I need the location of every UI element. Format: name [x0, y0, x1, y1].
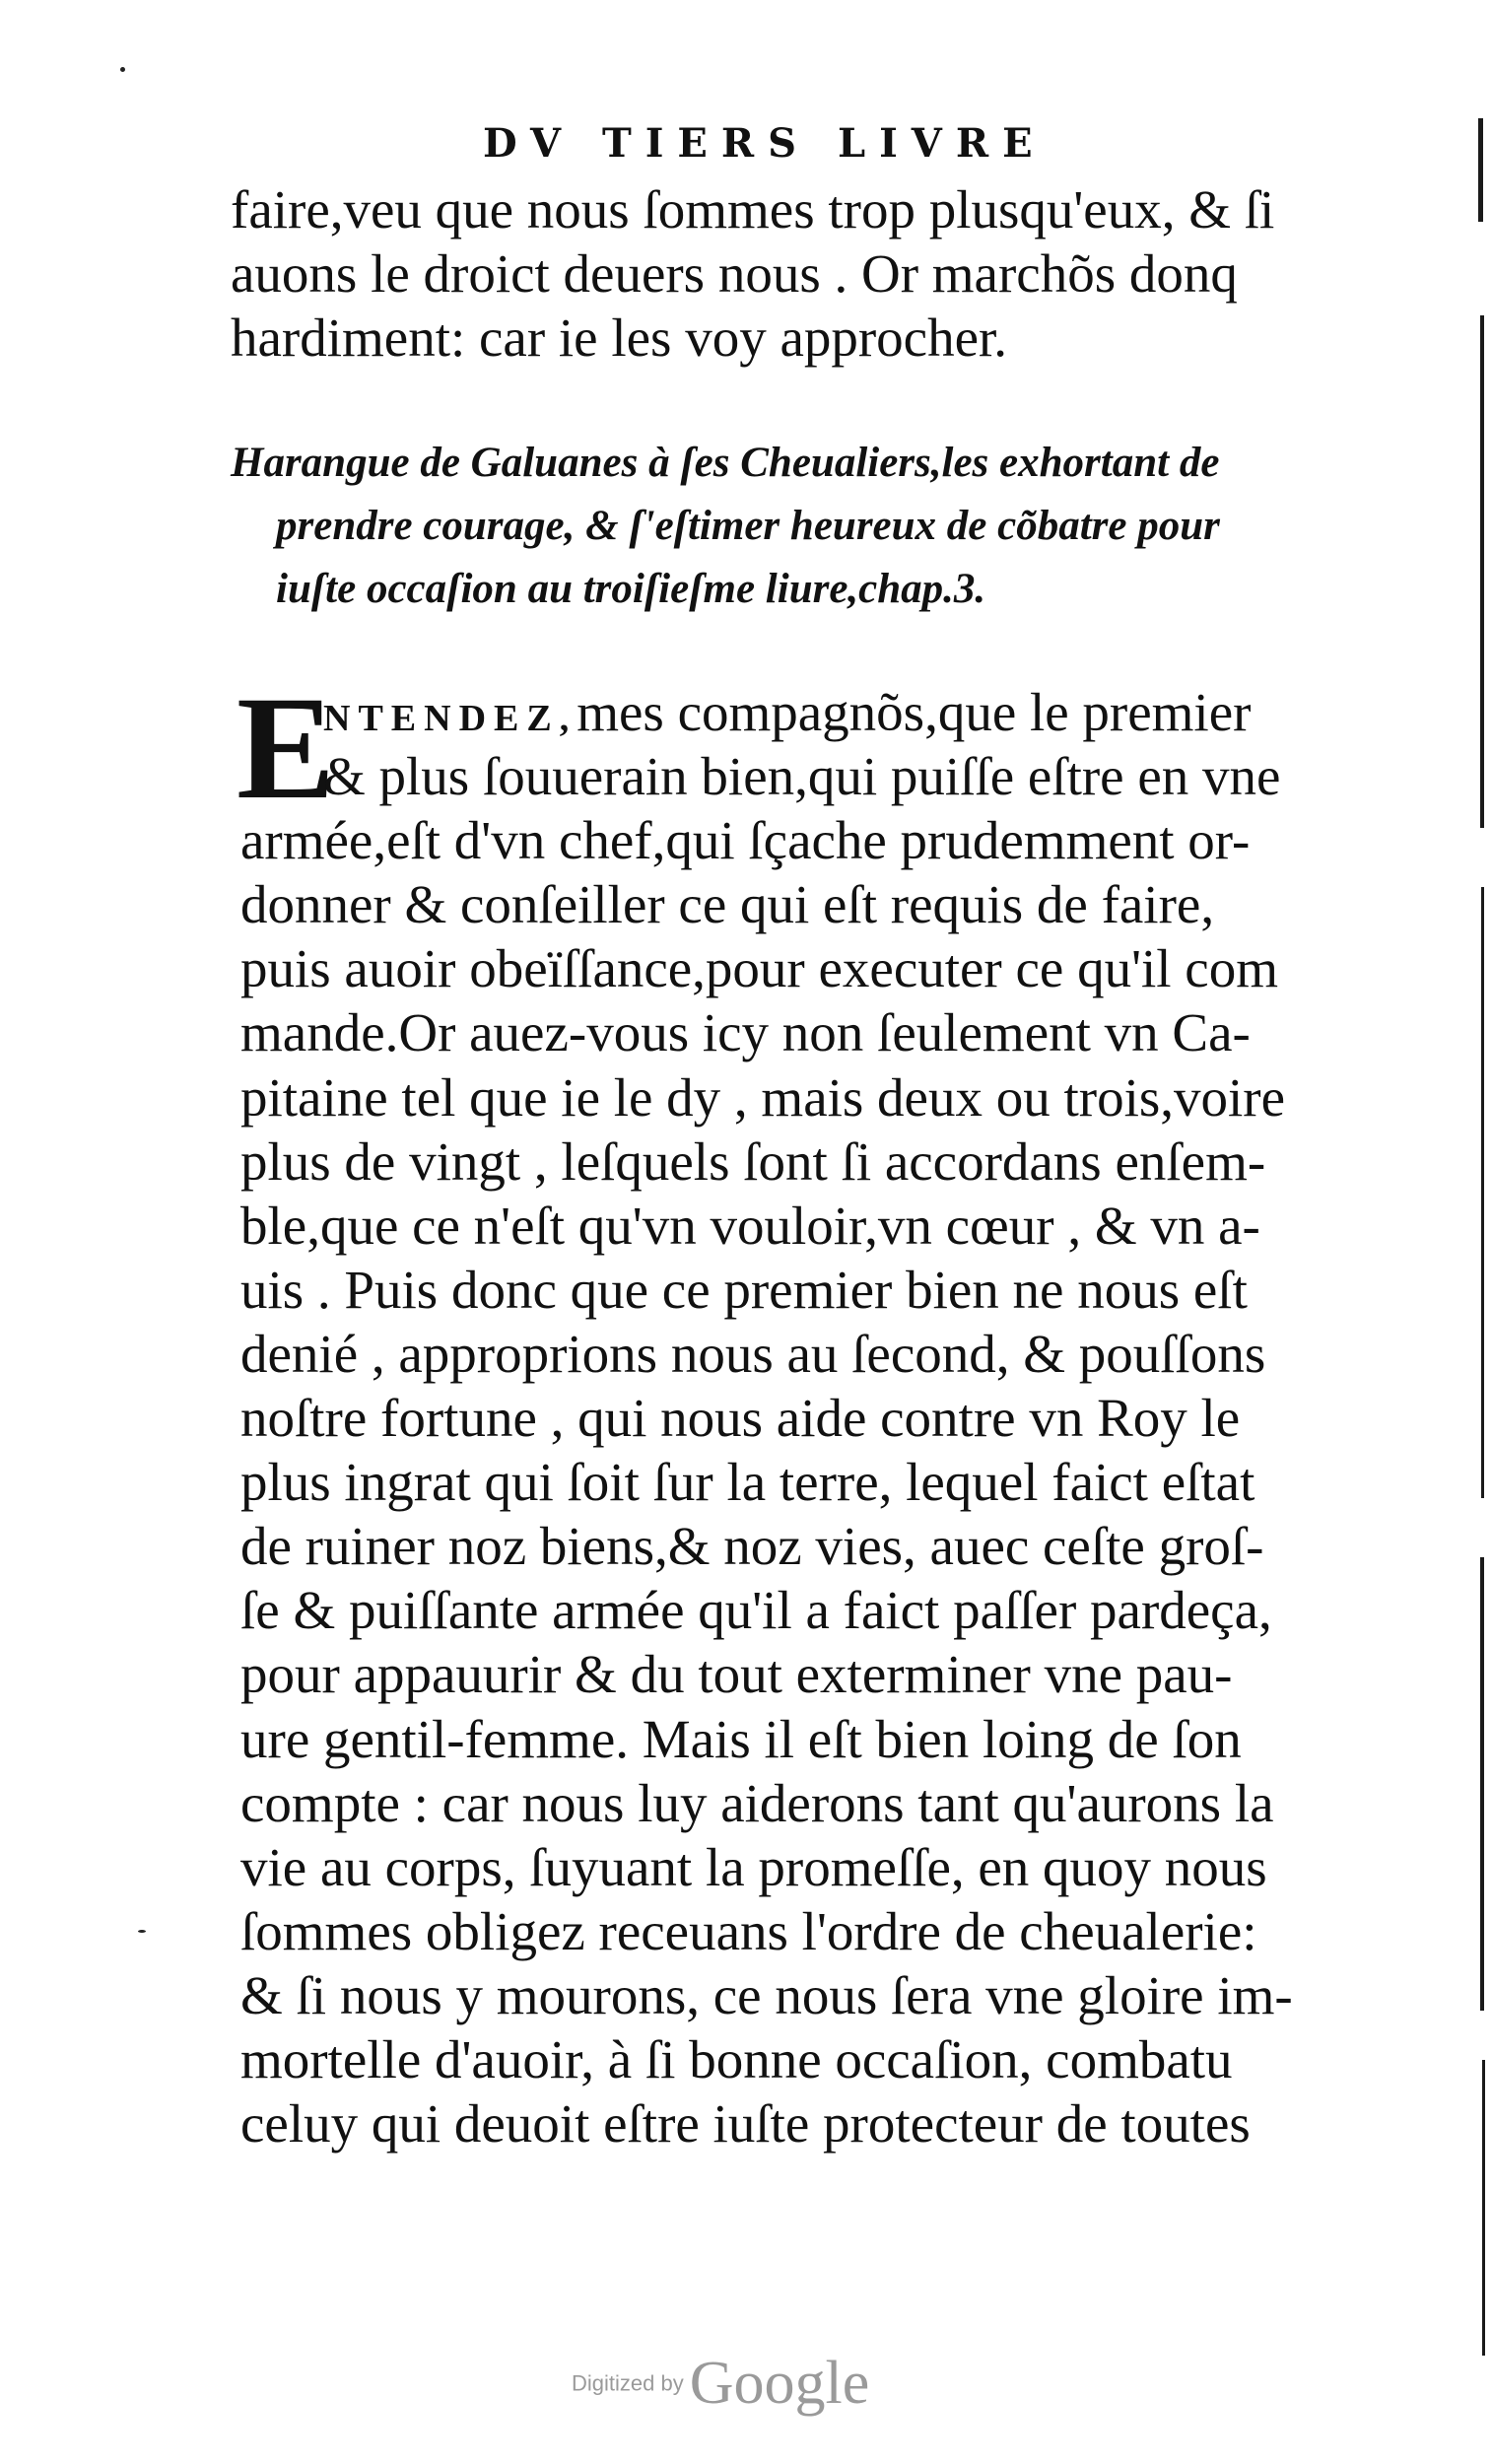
scan-edge-mark — [1478, 118, 1483, 222]
first-line-text: mes compagnõs,que le premier — [576, 682, 1252, 742]
text-line: celuy qui deuoit eſtre iuſte protecteur de toutes — [240, 2093, 1251, 2155]
text-line: ure gentil-femme. Mais il eſt bien loing de ſon — [240, 1708, 1242, 1769]
scan-edge-mark — [1480, 315, 1484, 828]
text-line: ſe & puiſſante armée qu'il a faict paſſer pardeça, — [240, 1580, 1272, 1641]
text-line: pour appauurir & du tout exterminer vne pau- — [240, 1644, 1233, 1705]
text-line: pitaine tel que ie le dy , mais deux ou trois,voire — [240, 1066, 1286, 1128]
chapter-heading — [231, 432, 1220, 621]
text-line: uis . Puis donc que ce premier bien ne nous eſt — [240, 1259, 1248, 1320]
text-line: puis auoir obeïſſance,pour executer ce qu'il com — [240, 938, 1278, 999]
small-caps-opening: NTENDEZ, — [323, 698, 577, 739]
text-line — [240, 680, 1293, 744]
drop-cap-lines — [240, 680, 1293, 808]
scan-speck — [138, 1930, 146, 1933]
text-line: compte : car nous luy aiderons tant qu'aurons la — [240, 1772, 1274, 1833]
text-line: mande.Or auez-vous icy non ſeulement vn Ca- — [240, 1002, 1251, 1063]
intro-paragraph — [231, 177, 1274, 370]
text-line: donner & conſeiller ce qui eſt requis de faire, — [240, 874, 1215, 935]
text-line: denié , approprions nous au ſecond, & pouſſons — [240, 1323, 1266, 1384]
heading-line: iuſte occaſion au troiſieſme liure,chap.3. — [276, 566, 986, 612]
drop-cap: E — [237, 666, 336, 830]
scan-speck — [120, 67, 125, 72]
text-line: faire,veu que nous ſommes trop plusqu'eux, & ſi — [231, 179, 1275, 240]
scan-edge-mark — [1480, 1557, 1484, 2011]
text-line: hardiment: car ie les voy approcher. — [231, 308, 1008, 368]
text-line: ſommes obligez receuans l'ordre de cheualerie: — [240, 1900, 1257, 1961]
text-line: noſtre fortune , qui nous aide contre vn Roy le — [240, 1388, 1241, 1449]
text-line: de ruiner noz biens,& noz vies, auec ceſte groſ- — [240, 1516, 1264, 1577]
digitization-watermark — [572, 2349, 869, 2419]
heading-line: prendre courage, & ſ'eſtimer heureux de cõbatre pour — [276, 503, 1220, 549]
text-line: & ſi nous y mourons, ce nous ſera vne gloire im- — [240, 1964, 1293, 2025]
text-line: ble,que ce n'eſt qu'vn vouloir,vn cœur , & vn a- — [240, 1195, 1260, 1256]
digitized-by-label: Digitized by — [572, 2370, 684, 2396]
running-head: DV TIERS LIVRE — [483, 120, 1047, 167]
text-line: & plus ſouuerain bien,qui puiſſe eſtre en vne — [323, 746, 1281, 807]
text-line: vie au corps, ſuyuant la promeſſe, en quoy nous — [240, 1836, 1267, 1897]
heading-line: Harangue de Galuanes à ſes Cheualiers,les exhortant de — [231, 440, 1220, 486]
text-line: armée,eſt d'vn chef,qui ſçache prudemment or- — [240, 810, 1251, 871]
text-line: mortelle d'auoir, à ſi bonne occaſion, combatu — [240, 2028, 1233, 2089]
scan-edge-mark — [1481, 887, 1484, 1498]
body-paragraph — [240, 680, 1293, 2156]
scan-edge-mark — [1482, 2060, 1485, 2356]
text-line: auons le droict deuers nous . Or marchõs donq — [231, 243, 1238, 304]
google-wordmark: Google — [689, 2350, 870, 2417]
text-line: plus de vingt , leſquels ſont ſi accordans enſem- — [240, 1130, 1266, 1192]
text-line: plus ingrat qui ſoit ſur la terre, lequel faict eſtat — [240, 1452, 1255, 1513]
